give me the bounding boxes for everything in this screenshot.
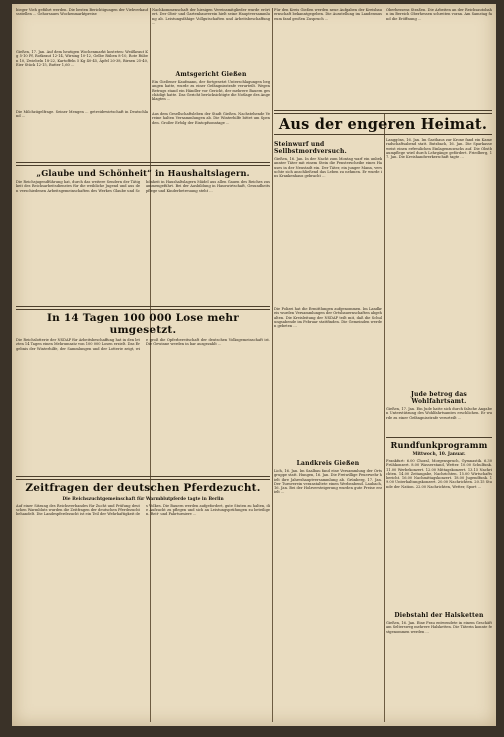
pferdezucht-subheading: Die Reichszuchtgemeinschaft für Warmblutpferde tagte in Berlin — [62, 496, 224, 502]
pferdezucht-headline: Zeitfragen der deutschen Pferdezucht. — [25, 482, 261, 494]
rundfunk-body: Frankfurt: 6.00 Choral, Morgenspruch, Gymnastik. 6.30 Frühkonzert. 8.00 Wasserstand, Wetter. 10.00 Schulfunk. 11.00 Werbekonzert. 12.00 Mittagskonzert. 13.15 Nachrichten. 14.00 Zeitangabe, Nachrichten. 15.00 Wirtschaftsbericht. 16.00 Nachmittagskonzert. 18.00 Jugendfunk. 19.00 Unterhaltungskonzert. 20.00 Nachrichten. 20.15 Stunde der Nation. 22.00 Nachrichten, Wetter, Sport ... — [386, 459, 492, 489]
column-1 — [16, 8, 148, 158]
article-text: Oberhessens Straßen. Die Arbeiten an der Reichsautobahn im Bereich Oberhessen schreiten voran. Am Samstag fand die Eröffnung ... — [386, 8, 492, 21]
rundfunk-headline: Rundfunkprogramm — [390, 440, 488, 450]
divider — [16, 162, 270, 166]
divider — [274, 134, 492, 135]
lose-headline: In 14 Tagen 100 000 Lose mehr umgesetzt. — [47, 312, 239, 336]
divider — [274, 110, 492, 114]
article-text: hieger Vieh geführt werden. Die besten Berichtigungen der Viehverkaufssstellen ... Gehorsaues Wochenmarktpreise — [16, 8, 148, 17]
article-text: Die Polizei hat die Ermittlungen aufgenommen. Im Landkreis wurden Versammlungen der Ortsbauernschaften abgehalten. Die Kreisleitung der NSDAP teilt mit, daß die Schulungsabende im Februar stattfinden. Die Gemeinden werden gebeten ... — [274, 307, 382, 329]
steinwurf-headline: Steinwurf und Sellbstmordversuch. — [274, 141, 347, 155]
glaube-headline: „Glaube und Schönheit“ in Haushaltslagern. — [36, 168, 250, 178]
divider — [16, 306, 270, 310]
lose-body: Die Reichslotterie der NSDAP für Arbeitsbeschaffung hat in den letzten 14 Tagen einen Mehrumsatz von 100 000 Losen erzielt. Das Ergebnis der Winterhilfe, der Sammlungen und der Lotterie zeigt, wie groß die Opferbereitschaft der deutschen Volksgemeinschaft ist. Die Gewinne werden in bar ausgezahlt ... — [16, 338, 270, 351]
newspaper-page — [12, 4, 496, 726]
article-text: Für den Kreis Gießen werden neue Aufgaben der Kreisbauernschaft bekanntgegeben. Die Ausstellung im Landesmuseum fand großen Zuspruch ... — [274, 8, 382, 21]
market-prices-text: Gießen, 17. Jan. Auf dem heutigen Wochenmarkt kosteten: Weißkraut Kg 5-10 Pf, Rotkraut 12-14, Wirsing 10-12, Gelbe Rüben 8-10, Rote Rüben 10, Zwiebeln 18-22, Kartoffeln 5 Kg 40-45, Äpfel 20-38, Birnen 25-40, Eier Stück 12-15, Butter 1,60 ... — [16, 50, 148, 67]
column-2 — [152, 8, 270, 158]
pferdezucht-section — [16, 474, 270, 714]
heimat-section — [274, 108, 492, 137]
pferdezucht-body: Auf einer Sitzung des Reichsverbandes für Zucht und Prüfung deutschen Warmbluts wurden die Zeitfragen der deutschen Pferdezucht behandelt. Die Landespferdezucht ist ein Teil der Wehrhaftigkeit des Volkes. Die Bauern werden aufgefordert, gute Stuten zu halten, die Aufzucht zu pflegen und sich an Leistungsprüfungen zu beteiligen. Reit- und Fahrturniere ... — [16, 503, 270, 517]
column-rule — [272, 8, 273, 722]
landkreis-headline: Landkreis Gießen — [296, 460, 360, 467]
landkreis-body: Lich, 16. Jan. Im Saalbau fand eine Versammlung der Ortsgruppe statt. Hungen, 16. Jan. Die Freiwillige Feuerwehr hielt ihre Jahreshauptversammlung ab. Grünberg, 17. Jan. Der Turnverein veranstaltete einen Werbeabend. Laubach, 16. Jan. Bei der Holzversteigerung wurden gute Preise erzielt ... — [274, 469, 382, 495]
column-3-top — [274, 8, 382, 108]
divider — [16, 476, 270, 480]
diebstahl-headline: Diebstahl der Halsketten — [394, 612, 484, 619]
amtsgericht-headline: Amtsgericht Gießen — [175, 71, 247, 78]
column-4-top — [386, 8, 492, 108]
juden-headline: Jude betrog das Wohlfahrtsamt. — [411, 391, 467, 405]
glaube-section — [16, 160, 270, 280]
divider — [386, 437, 492, 438]
article-text: Die Milchzügelfrage. Seiner Mengen ... getreidewirtschaft in Deutschland ... — [16, 110, 148, 119]
column-3 — [274, 138, 382, 718]
steinwurf-body: Gießen, 16. Jan. In der Nacht zum Montag warf ein unbekannter Täter mit einem Stein die Fensterscheibe eines Hauses in der Neustadt ein. Der Täter, ein junger Mann, versuchte sich anschließend das Leben zu nehmen. Er wurde ins Krankenhaus gebracht ... — [274, 157, 382, 179]
diebstahl-body: Gießen, 16. Jan. Eine Frau entwendete in einem Geschäft am Seltersweg mehrere Halsketten. Die Täterin konnte festgenommen werden ... — [386, 621, 492, 634]
rundfunk-date: Mittwoch, 10. Januar. — [412, 452, 466, 457]
heimat-headline: Aus der engeren Heimat. — [278, 116, 488, 133]
juden-body: Gießen, 17. Jan. Ein Jude hatte sich durch falsche Angaben Unterstützung des Wohlfahrtsamtes erschlichen. Er wurde zu einer Gefängnisstrafe verurteilt ... — [386, 407, 492, 420]
column-rule — [384, 114, 385, 722]
article-text: Aus dem Gesellschaftsleben der Stadt Gießen. Nachstehende Vereine halten Versammlungen ab. Die Winterhilfe bittet um Spenden. Großer Erfolg der Eintopfsonntage ... — [152, 112, 270, 125]
glaube-body: Die Reichsjugendführung hat, durch das weitere Sendern der Tätigkeit des Reichsarbeitsdienstes für die weibliche Jugend und aus den verschiedenen Arbeitsgemeinschaften des Werkes Glaube und Schönheit in Haushaltslagern Mädel aus allen Gauen des Reiches zusammengeführt. Bei der Ausbildung in Hauswirtschaft, Gesundheitspflege und Kinderbetreuung steht ... — [16, 180, 270, 193]
lose-section — [16, 304, 270, 478]
amtsgericht-body: Ein Gießener Kaufmann, der fortgesetzt Unterschlagungen begangen hatte, wurde zu einer Gefängnisstrafe verurteilt. Wegen Betrugs stand ein Händler vor Gericht, der mehrere Bauern geschädigt hatte. Das Gericht berücksichtigte die Notlage des Angeklagten ... — [152, 80, 270, 102]
article-text: Langgöns, 16. Jan. Im Gasthaus zur Krone fand ein Kameradschaftsabend statt. Butzbach, 16. Jan. Die Sparkasse weist einen erfreulichen Einlagenzuwachs auf. Die Obstbaumpflege wird durch Lehrgänge gefördert. Friedberg, 17. Jan. Die Kreishandwerkerschaft tagte ... — [386, 138, 492, 160]
column-4 — [386, 138, 492, 718]
article-text: Nachkommenschaft der hiesigen Vereinsmitglieder wurde erörtert. Der Obst- und Gartenbauverein hielt seine Hauptversammlung ab. Leistungsfähige Vollgutschaften und Arbeitsbeschaffung ... — [152, 8, 270, 25]
